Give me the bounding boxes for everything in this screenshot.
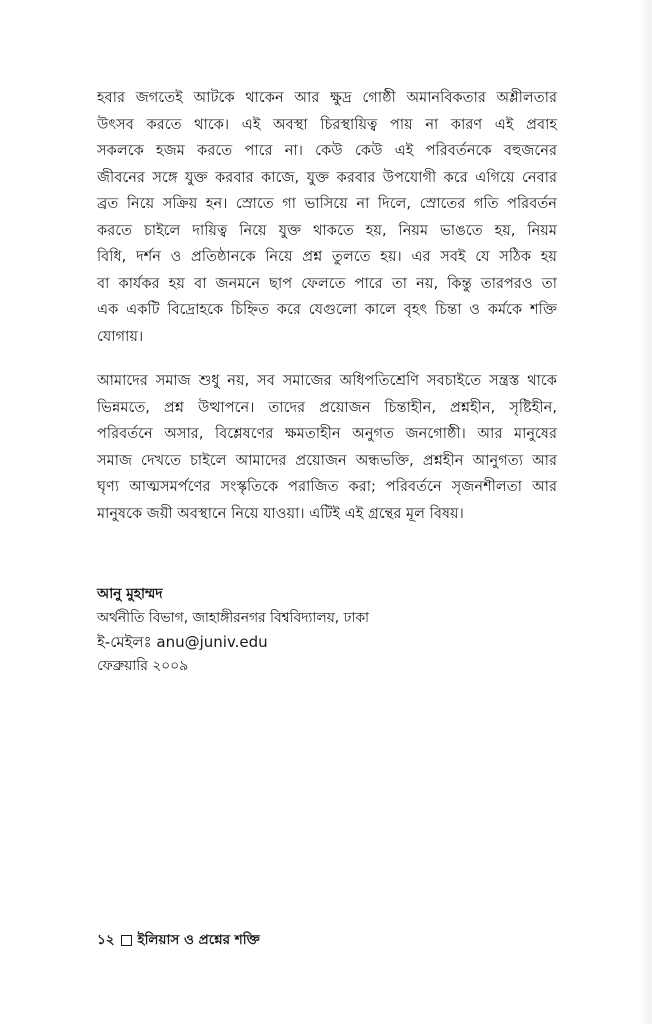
paragraph-line: হবার জগতেই আটকে থাকেন আর ক্ষুদ্র গোষ্ঠী অমানবিকতার অশ্লীলতার (97, 89, 557, 106)
paragraph-line: ব্রত নিয়ে সক্রিয় হন। স্রোতে গা ভাসিয়ে না দিলে, স্রোতের গতি পরিবর্তন (97, 195, 557, 212)
paragraph-line: যোগায়। (97, 327, 144, 345)
square-separator-icon (121, 935, 132, 946)
page-number: ১২ (97, 932, 115, 948)
page-edge-shadow (638, 0, 652, 1024)
author-name: আনু মুহাম্মদ (97, 586, 163, 602)
paragraph-line: বিধি, দর্শন ও প্রতিষ্ঠানকে নিয়ে প্রশ্ন তুলতে হয়। এর সবই যে সঠিক হয় (97, 248, 557, 265)
author-affiliation: অর্থনীতি বিভাগ, জাহাঙ্গীরনগর বিশ্ববিদ্যালয়, ঢাকা (97, 610, 370, 626)
email-address: anu@juniv.edu (156, 633, 268, 651)
page-footer (97, 929, 260, 952)
paragraph-line: উৎসব করতে থাকে। এই অবস্থা চিরস্থায়িত্ব পায় না কারণ এই প্রবাহ (97, 115, 557, 133)
paragraph-line: সমাজ দেখতে চাইলে আমাদের প্রয়োজন অন্ধভক্তি, প্রশ্নহীন আনুগত্য আর (97, 451, 557, 469)
paragraph-line: আমাদের সমাজ শুধু নয়, সব সমাজের অধিপতিশ্রেণি সবচাইতে সন্ত্রস্ত থাকে (97, 372, 557, 389)
paragraph-line: এক একটি বিদ্রোহকে চিহ্নিত করে যেগুলো কালে বৃহৎ চিন্তা ও কর্মকে শক্তি (97, 301, 557, 318)
paragraph-line: ঘৃণ্য আত্মসমর্পণের সংস্কৃতিকে পরাজিত করা; পরিবর্তনে সৃজনশীলতা আর (97, 478, 557, 495)
body-paragraph-1 (97, 85, 557, 350)
paragraph-line: সকলকে হজম করতে পারে না। কেউ কেউ এই পরিবর্তনকে বহুজনের (97, 142, 557, 159)
paragraph-line: বা কার্যকর হয় বা জনমনে ছাপ ফেলতে পারে তা নয়, কিন্তু তারপরও তা (97, 274, 557, 292)
signature-date: ফেব্রুয়ারি ২০০৯ (97, 658, 189, 674)
author-signature (97, 582, 557, 678)
body-paragraph-2 (97, 368, 557, 527)
paragraph-line: ভিন্নমতে, প্রশ্ন উত্থাপনে। তাদের প্রয়োজন চিন্তাহীন, প্রশ্নহীন, সৃষ্টিহীন, (97, 398, 557, 416)
paragraph-line: করতে চাইলে দায়িত্ব নিয়ে যুক্ত থাকতে হয়, নিয়ম ভাঙতে হয়, নিয়ম (97, 221, 557, 239)
paragraph-line: মানুষকে জয়ী অবস্থানে নিয়ে যাওয়া। এটিই এই গ্রন্থের মূল বিষয়। (97, 504, 464, 522)
email-line (97, 630, 557, 654)
running-title: ইলিয়াস ও প্রশ্নের শক্তি (137, 932, 260, 948)
paragraph-line: পরিবর্তনে অসার, বিশ্লেষণের ক্ষমতাহীন অনুগত জনগোষ্ঠী। আর মানুষের (97, 425, 557, 442)
email-label: ই-মেইলঃ (97, 633, 152, 651)
paragraph-line: জীবনের সঙ্গে যুক্ত করবার কাজে, যুক্ত করবার উপযোগী করে এগিয়ে নেবার (97, 168, 557, 186)
